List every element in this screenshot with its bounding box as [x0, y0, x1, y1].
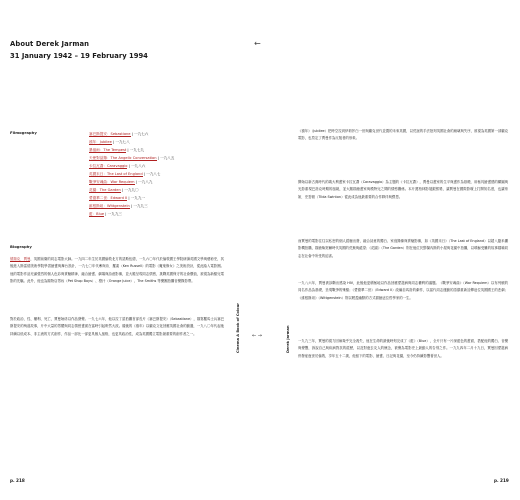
film-item: 愛德華二世：Edward II | 一九九一 [89, 196, 146, 200]
film-title-link[interactable]: 禧年：Jubilee [89, 140, 112, 144]
film-year: 一九九一 [130, 196, 146, 200]
film-year: 一九九三 [107, 212, 123, 216]
film-item: 暴風雨：The Tempest | 一九七九 [89, 148, 145, 152]
body-paragraph: 而賈曼的電影往往以私密的個人經驗出發，融合詩意的獨白、家庭錄像與實驗影像，如《英國末日》（The Last of England）以超八釐米攝影機拍攝，描繪柴契爾時代英國的荒蕪與絕望；《花園》（The Garden）則在他位於鄧傑內斯的小屋與花園中拍攝，以耶穌受難的故事隱喻同志在社會中所受的迫害。 [298, 239, 508, 258]
film-year: 一九八六 [130, 164, 146, 168]
film-year: 一九八五 [160, 156, 175, 160]
film-title-link[interactable]: 暴風雨：The Tempest [89, 148, 127, 152]
film-item: 禧年：Jubilee | 一九七八 [89, 140, 130, 144]
page-number-left: p. 218 [10, 478, 25, 483]
film-year: 一九八七 [146, 172, 161, 176]
film-item: 英國末日：The Last of England | 一九八七 [89, 172, 161, 176]
film-item: 藍：Blue | 一九九三 [89, 212, 123, 216]
biography-text: 對於政治、性、權利、死亡，賈曼始終以作品發聲。一九七六年，他以拉丁語拍攝首部長片《塞巴斯提安》（Sebastiane），描寫羅馬士兵塞巴斯提安的殉道故事，片中大量的男體與同志情慾畫面在當時引起軒然大波。隨後的《禧年》以龐克文化回應英國社會的動盪，一九八〇年代起他持續以低成本、非主流的方式創作，作品一部比一部更具個人風格，也更具政治性，成為英國獨立電影最重要的創作者之一。 [10, 317, 224, 336]
body-paragraph: 《禧年》（Jubilee）把時空拉到伊莉莎白一世與龐克世代並置的未來英國，以荒誕的手法批判英國社會的崩壞與失序，被視為英國第一部龐克電影，也奠定了賈曼作為反叛者的形象。 [298, 129, 508, 141]
body-paragraph: 開始以新古典時代的義大利畫家卡拉瓦喬（Caravaggio）為主題的《卡拉瓦喬》，賈曼以畫家的生平與畫作為基礎，用極具繪畫感的構圖與光影重現巴洛克時期的風貌，並大膽描繪畫家與模特兒之間的情慾關係。本片獲柏林影展銀熊獎，讓賈曼在國際影壇上打開知名度，也讓蒂妲．史雲頓（Tilda Swinton）從此成為他最重要的合作夥伴與繆思。 [298, 180, 508, 199]
film-title-link[interactable]: 藍：Blue [89, 212, 105, 216]
spine-author: Derek Jarman [286, 325, 290, 353]
film-item: 維根斯坦：Wittgenstein | 一九九三 [89, 204, 148, 208]
film-year: 一九九〇 [124, 188, 139, 192]
film-year: 一九七九 [129, 148, 145, 152]
back-arrow-icon[interactable]: ← [254, 39, 261, 48]
filmography-heading: Filmography [10, 130, 37, 135]
biography-paragraph [10, 256, 224, 286]
filmography-list [89, 130, 259, 218]
biography-paragraph [10, 316, 224, 338]
body-paragraph: 一九九三年，賈曼的視力因病幾乎完全喪失，他在生命的最後時刻完成了《藍》（Blue），全片只有一片深藍色的畫面，搭配他的獨白、音樂與聲響，訴說自己與疾病對抗的經歷，以及對逝去友人的懷念，被譽為電影史上最動人的告別之作。一九九四年二月十九日，賈曼因愛滋病併發症逝世於倫敦，享年五十二歲，他留下的電影、繪畫、日記與花園，至今仍持續影響著世人。 [298, 339, 508, 358]
film-year: 一九七八 [115, 140, 130, 144]
film-title-link[interactable]: 天使對話錄：The Angelic Conversation [89, 156, 157, 160]
body-paragraph: 一九八六年，賈曼被診斷出感染 HIV，此後他更積極地以作品回應愛滋病與同志權利的議題。《戰爭安魂曲》（War Requiem）以布列頓的同名作品為基礎，呈現戰爭的殘酷；《愛德華二世》（Edward II）改編自馬洛的劇作，以當代同志運動的語彙重新詮釋這位英國國王的悲劇；《維根斯坦》（Wittgenstein）則以輕盈幽默的方式描繪這位哲學家的一生。 [298, 281, 508, 300]
film-year: 一九七六 [134, 132, 149, 136]
film-year: 一九八九 [138, 180, 153, 184]
film-title-link[interactable]: 花園：The Garden [89, 188, 121, 192]
film-title-link[interactable]: 維根斯坦：Wittgenstein [89, 204, 130, 208]
film-title-link[interactable]: 愛德華二世：Edward II [89, 196, 128, 200]
film-title-link[interactable]: 卡拉瓦喬：Caravaggio [89, 164, 128, 168]
spine-series-title: Cinema A Book of Colour [236, 302, 240, 353]
biography-heading: Biography [10, 244, 32, 249]
film-item: 塞巴斯提安：Sebastiane | 一九七六 [89, 132, 149, 136]
film-item: 花園：The Garden | 一九九〇 [89, 188, 139, 192]
about-title: About Derek Jarman [10, 40, 90, 48]
film-item: 天使對話錄：The Angelic Conversation | 一九八五 [89, 156, 175, 160]
name-link[interactable]: 德瑞克．賈曼 [10, 257, 31, 261]
film-title-link[interactable]: 戰爭安魂曲：War Requiem [89, 180, 135, 184]
film-title-link[interactable]: 英國末日：The Last of England [89, 172, 143, 176]
film-item: 戰爭安魂曲：War Requiem | 一九八九 [89, 180, 153, 184]
about-dates: 31 January 1942 – 19 February 1994 [10, 52, 148, 60]
biography-text: ，英國前衛的同志電影大師。一九四二年生於英國倫敦北方的諾斯伍德，一九六〇年代於倫敦國王學院研讀英國文學與藝術史，其後進入斯雷德美術學院學習繪畫與舞台設計，一九七〇年代參與肯．羅素（Ken Russell）的電影《魔鬼修女》之美術設計，從此踏入電影圈。他的電影作品充滿強烈的個人色彩與實驗精神，融合繪畫、劇場與詩意影像，並大膽呈現同志情慾，挑戰英國保守的社會價值，被視為新酷兒電影的先驅。此外，他也為寵物店男孩（Pet Shop Boys）、橙汁（Orange Juice）、The Smiths 等樂團拍攝音樂錄影帶。 [10, 257, 225, 284]
film-year: 一九九三 [133, 204, 148, 208]
film-title-link[interactable]: 塞巴斯提安：Sebastiane [89, 132, 131, 136]
film-item: 卡拉瓦喬：Caravaggio | 一九八六 [89, 164, 146, 168]
page-number-right: p. 219 [494, 478, 509, 483]
page-nav-arrows-icon[interactable]: ← → [252, 333, 262, 339]
